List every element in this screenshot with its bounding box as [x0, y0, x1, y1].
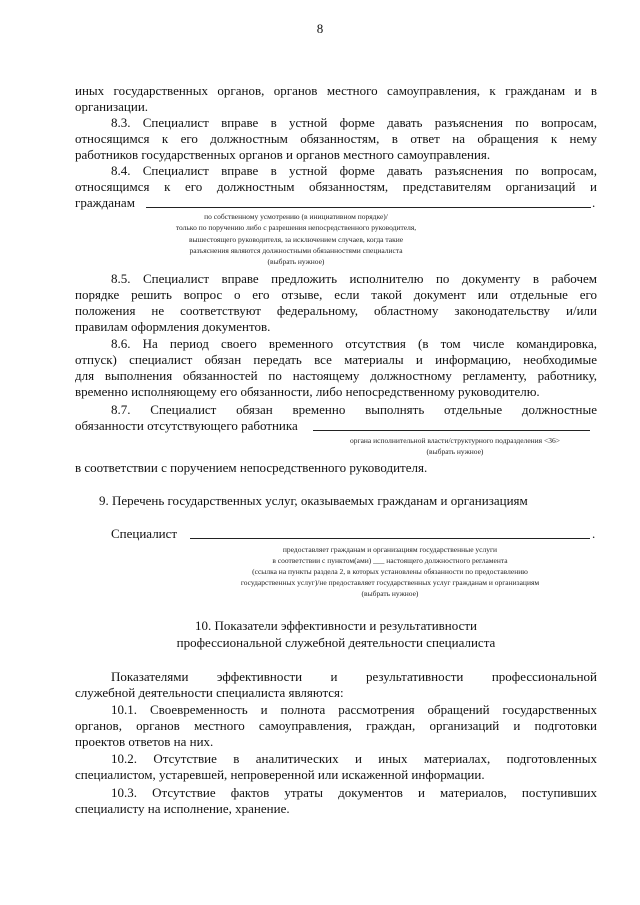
footnote-line: только по поручению либо с разрешения непосредственного руководителя, [175, 223, 417, 232]
text-line: для выполнения обязанностей по настоящему должностному регламенту, работнику, [75, 369, 597, 383]
text-line: относящимся к его должностным обязанностям, представителям организаций и [75, 180, 597, 194]
text-line: 8.6. На период своего временного отсутствия (в том числе командировка, [111, 337, 597, 351]
footnote-line: разъяснения являются должностными обязанностями специалиста [189, 246, 403, 255]
text-line: 8.4. Специалист вправе в устной форме давать разъяснения по вопросам, [111, 164, 597, 178]
text-line: отпуск) специалист обязан передать все материалы и информацию, необходимые [75, 353, 597, 367]
section-heading: профессиональной служебной деятельности специалиста [176, 635, 496, 650]
text-line: 8.5. Специалист вправе предложить исполнителю по документу в рабочем [111, 272, 597, 286]
text-line: организации. [75, 99, 149, 114]
text-line: временно исполняющему его обязанности, либо непосредственному руководителю. [75, 384, 540, 399]
footnote-line: (выбрать нужное) [361, 589, 419, 598]
footnote-line: (выбрать нужное) [267, 257, 325, 266]
text-line: органов, органов местного самоуправления, граждан, организаций и подготовки [75, 719, 597, 733]
text-line: 8.7. Специалист обязан временно выполнять отдельные должностные [111, 403, 597, 417]
footnote-line: в соответствии с пунктом(ами) ___ настоящего должностного регламента [272, 556, 508, 565]
text-line: проектов ответов на них. [75, 734, 214, 749]
footnote-line: (выбрать нужное) [426, 447, 484, 456]
text-line: гражданам [75, 195, 135, 210]
fill-in-blank-line [190, 538, 590, 539]
footnote-line: (ссылка на пункты раздела 2, в которых установлены обязанности по предоставлению [252, 567, 528, 576]
text-line: правилам оформления документов. [75, 319, 271, 334]
text-line: служебной деятельности специалиста являются: [75, 685, 344, 700]
text-line: иных государственных органов, органов местного самоуправления, к гражданам и в [75, 84, 597, 98]
fill-in-blank-line [146, 207, 591, 208]
page-number: 8 [316, 21, 324, 36]
text-line: 10.3. Отсутствие фактов утраты документов и материалов, поступивших [111, 786, 597, 800]
text-line: 10.1. Своевременность и полнота рассмотрения обращений государственных [111, 703, 597, 717]
text-line: относящимся к его должностным обязанностям, в ответ на обращения к нему [75, 132, 597, 146]
text-line: порядке решить вопрос о его отзыве, если такой документ или отдельные его [75, 288, 597, 302]
footnote-line: государственных услуг)/не предоставляет государственных услуг гражданам и организациям [240, 578, 540, 587]
footnote-line: органа исполнительной власти/структурного подразделения <36> [350, 436, 560, 445]
section-heading: 9. Перечень государственных услуг, оказываемых гражданам и организациям [99, 493, 528, 508]
text-line: обязанности отсутствующего работника [75, 418, 298, 433]
footnote-line: по собственному усмотрению (в инициативном порядке)/ [204, 212, 388, 221]
fill-in-blank-line [313, 430, 590, 431]
text-line: специалистом, устаревшей, непроверенной или искаженной информации. [75, 767, 485, 782]
text-line: Показателями эффективности и результативности профессиональной [111, 670, 597, 684]
text-line: специалисту на исполнение, хранение. [75, 801, 290, 816]
text-line: положения не соответствуют федеральному, областному законодательству и/или [75, 304, 597, 318]
text-line: работников государственных органов и органов местного самоуправления. [75, 147, 491, 162]
text-line: Специалист [111, 526, 178, 541]
text-line: . [592, 526, 596, 541]
text-line: . [592, 195, 596, 210]
footnote-line: предоставляет гражданам и организациям государственные услуги [282, 545, 498, 554]
footnote-line: вышестоящего руководителя, за исключением случаев, когда такие [188, 235, 404, 244]
text-line: в соответствии с поручением непосредственного руководителя. [75, 460, 428, 475]
text-line: 10.2. Отсутствие в аналитических и иных материалах, подготовленных [111, 752, 597, 766]
text-line: 8.3. Специалист вправе в устной форме давать разъяснения по вопросам, [111, 116, 597, 130]
section-heading: 10. Показатели эффективности и результативности [195, 618, 477, 633]
